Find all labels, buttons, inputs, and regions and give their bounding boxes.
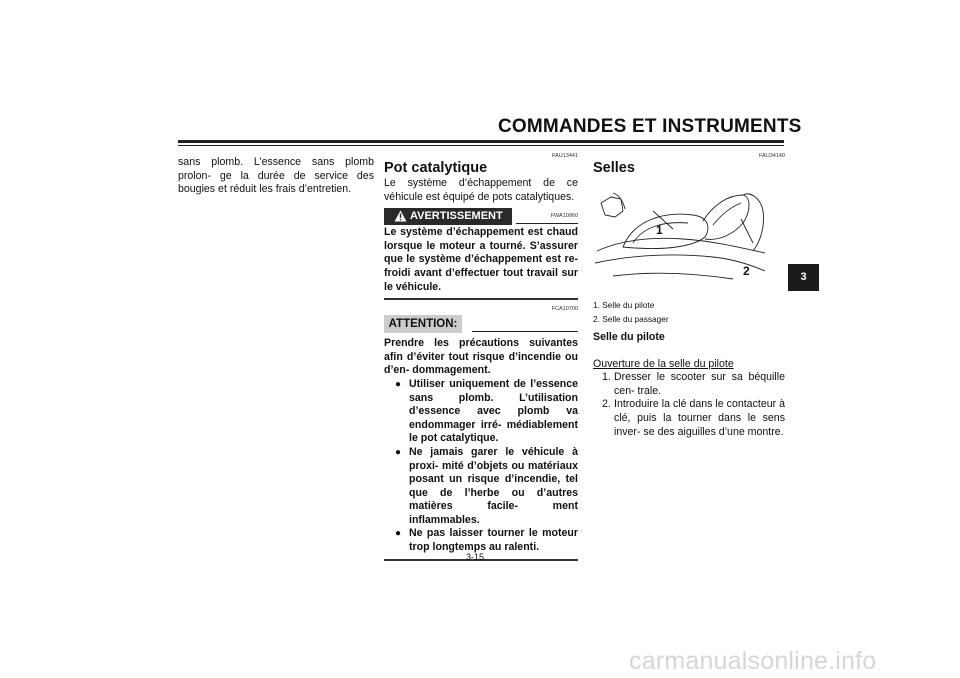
chapter-tab[interactable]: 3 (788, 264, 819, 291)
section-heading-seats: Selles (593, 160, 635, 176)
list-item: ● Utiliser uniquement de l’essence sans plomb. L’utilisation d’essence avec plomb va endommager irré- médiablement le pot catalytique. (395, 377, 578, 445)
page-number: 3-15 (466, 552, 485, 562)
list-item: ● Ne pas laisser tourner le moteur trop longtemps au ralenti. (395, 527, 578, 554)
attention-header (384, 315, 578, 333)
column-middle (384, 152, 578, 561)
watermark: carmanualsonline.info (629, 647, 877, 675)
section-heading-catalytic: Pot catalytique (384, 160, 488, 176)
header-rule-thick (178, 140, 784, 143)
column-left (178, 156, 374, 197)
procedure-title: Ouverture de la selle du pilote (593, 357, 734, 370)
figure-caption-1: 1. Selle du pilote (593, 300, 655, 310)
subheading-rider-seat: Selle du pilote (593, 331, 665, 343)
column-right (593, 152, 785, 439)
attention-badge: ATTENTION: (384, 315, 462, 333)
warning-text: Le système d’échappement est chaud lorsque le moteur a tourné. S’assurer que le système d’échappement est re- froidi avant d’effectuer tout travail sur le véhicule. (384, 226, 578, 293)
list-item: ● Ne jamais garer le véhicule à proxi- mité d’objets ou matériaux posant un risque d’incendie, tel que de l’herbe ou d’autres matières facile- ment inflammables. (395, 445, 578, 526)
list-item: 1. Dresser le scooter sur sa béquille cen- trale. (602, 371, 785, 397)
attention-text: Prendre les précautions suivantes afin d’éviter tout risque d’incendie ou d’en- dommagement. (384, 337, 578, 377)
warning-triangle-icon (394, 210, 407, 222)
seat-illustration (593, 181, 768, 291)
bullet-icon: ● (395, 446, 402, 458)
page-header-title: COMMANDES ET INSTRUMENTS (498, 116, 802, 137)
warning-label: AVERTISSEMENT (410, 210, 503, 223)
warning-code: FWA10860 (550, 213, 578, 220)
figure-label-1: 1 (656, 223, 663, 237)
bullet-icon: ● (395, 528, 402, 540)
figure-label-2: 2 (743, 264, 750, 278)
figure-caption-2: 2. Selle du passager (593, 314, 669, 324)
continued-paragraph: sans plomb. L’essence sans plomb prolon- ge la durée de service des bougies et réduit les frais d’entretien. (178, 156, 374, 196)
warning-badge (384, 208, 512, 225)
catalytic-intro: Le système d’échappement de ce véhicule est équipé de pots catalytiques. (384, 177, 578, 203)
warning-rule (516, 223, 578, 224)
section-code: FAU34140 (759, 153, 785, 159)
list-item: 2. Introduire la clé dans le contacteur à clé, puis la tourner dans le sens inver- se des aiguilles d’une montre. (602, 398, 785, 438)
header-rule-thin (178, 145, 784, 146)
warning-end-rule (384, 298, 578, 300)
warning-header (384, 208, 578, 226)
attention-code: FCA10700 (551, 306, 578, 313)
bullet-icon: ● (395, 378, 402, 390)
attention-rule (472, 331, 578, 332)
section-code: FAU13441 (552, 153, 578, 159)
scooter-seat-drawing (593, 181, 768, 291)
